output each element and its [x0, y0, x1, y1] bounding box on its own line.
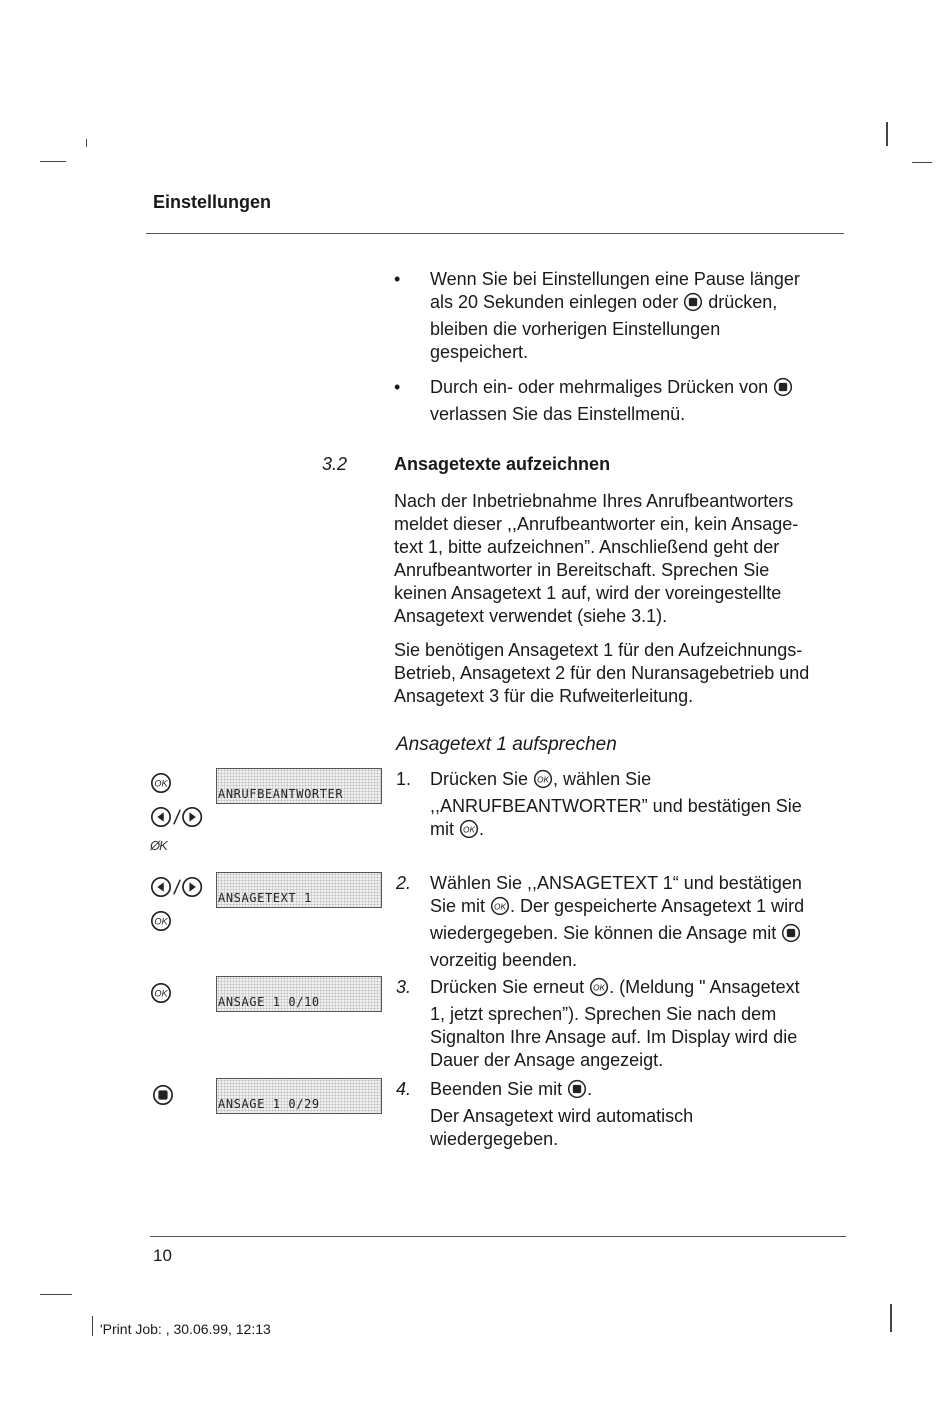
- text-line: 1, jetzt sprechen”). Sprechen Sie nach dem: [430, 1004, 777, 1024]
- text-line: Wählen Sie ,,ANSAGETEXT 1“ und bestätigen: [430, 873, 802, 893]
- crop-mark: [886, 122, 888, 146]
- ok-key-faint-icon: ØK: [150, 838, 167, 853]
- stop-key-icon: [781, 923, 801, 949]
- svg-text:OK: OK: [154, 916, 168, 927]
- lcd-display: ANRUFBEANTWORTER: [216, 768, 382, 804]
- text-line: Nach der Inbetriebnahme Ihres Anrufbeantworters: [394, 491, 794, 511]
- text-line: Sie mit OK . Der gespeicherte Ansagetext 1 wird: [430, 895, 836, 922]
- stop-key-icon: [683, 292, 703, 318]
- section-number: 3.2: [322, 454, 348, 474]
- bullet-text: [430, 376, 842, 426]
- page-header: Einstellungen: [153, 192, 272, 212]
- requirements-paragraph: [394, 639, 842, 708]
- text-line: Ansagetext 3 für die Rufweiterleitung.: [394, 686, 694, 706]
- text-line: Signalton Ihre Ansage auf. Im Display wird die: [430, 1027, 798, 1047]
- text-line: vorzeitig beenden.: [430, 950, 578, 970]
- text-line: gespeichert.: [430, 342, 529, 362]
- bullet-item: • Wenn Sie bei Einstellungen eine Pause länger als 20 Sekunden einlegen oder drücken, bleiben die vorherigen Einstellungen gespeichert.: [392, 268, 842, 364]
- text-line: Wenn Sie bei Einstellungen eine Pause länger: [430, 269, 800, 289]
- svg-text:OK: OK: [154, 778, 168, 789]
- page-number: 10: [153, 1246, 172, 1265]
- bullet-item: • Durch ein- oder mehrmaliges Drücken von verlassen Sie das Einstellmenü.: [392, 376, 842, 426]
- subheading: Ansagetext 1 aufsprechen: [396, 734, 617, 755]
- text-line: text 1, bitte aufzeichnen”. Anschließend geht der: [394, 537, 780, 557]
- text-line: Ansagetext verwendet (siehe 3.1).: [394, 606, 668, 626]
- text-line: Sie benötigen Ansagetext 1 für den Aufzeichnungs-: [394, 640, 803, 660]
- step-item: [396, 768, 836, 845]
- text-line: wiedergegeben. Sie können die Ansage mit: [430, 922, 836, 949]
- text-line: Durch ein- oder mehrmaliges Drücken von: [430, 376, 842, 403]
- text-line: mit OK .: [430, 818, 836, 845]
- step-item: [396, 976, 836, 1072]
- stop-key-icon: [773, 377, 793, 403]
- step-number: 4.: [396, 1079, 412, 1099]
- ok-key-icon: [150, 910, 172, 937]
- step-number: 2.: [396, 873, 412, 893]
- ok-key-icon: [150, 772, 172, 799]
- footer-rule: [150, 1236, 846, 1237]
- lcd-display: ANSAGE 1 0/10: [216, 976, 382, 1012]
- step-item: [396, 1078, 836, 1151]
- step-item: [396, 872, 836, 972]
- bullet-text: [430, 268, 842, 364]
- ok-key-icon: [589, 977, 609, 1003]
- text-line: Dauer der Ansage angezeigt.: [430, 1050, 664, 1070]
- text-line: keinen Ansagetext 1 auf, wird der voreingestellte: [394, 583, 782, 603]
- step-number: 3.: [396, 977, 412, 997]
- bullet-list: [392, 268, 842, 438]
- section-title: Ansagetexte aufzeichnen: [394, 454, 611, 474]
- lcd-display: ANSAGETEXT 1: [216, 872, 382, 908]
- text-line: Anrufbeantworter in Bereitschaft. Sprechen Sie: [394, 560, 770, 580]
- svg-text:OK: OK: [537, 774, 550, 785]
- text-line: meldet dieser ,,Anrufbeantworter ein, kein Ansage-: [394, 514, 799, 534]
- step-text: [430, 1078, 836, 1151]
- text-line: ,,ANRUFBEANTWORTER” und bestätigen Sie: [430, 796, 802, 816]
- print-job-footer: 'Print Job: , 30.06.99, 12:13: [100, 1321, 271, 1337]
- text-line: wiedergegeben.: [430, 1129, 559, 1149]
- text-line: Drücken Sie erneut OK . (Meldung " Ansagetext: [430, 976, 836, 1003]
- step-text: [430, 872, 836, 972]
- svg-text:OK: OK: [593, 982, 606, 993]
- text-line: Beenden Sie mit .: [430, 1078, 836, 1105]
- ok-key-icon: [459, 819, 479, 845]
- text-line: bleiben die vorherigen Einstellungen: [430, 319, 721, 339]
- crop-mark: [912, 162, 932, 163]
- crop-mark: [92, 1316, 93, 1336]
- text-line: als 20 Sekunden einlegen oder drücken,: [430, 291, 842, 318]
- intro-paragraph: [394, 490, 842, 628]
- step-number: 1.: [396, 769, 412, 789]
- ok-key-icon: [490, 896, 510, 922]
- svg-text:OK: OK: [493, 901, 507, 912]
- text-line: Der Ansagetext wird automatisch: [430, 1106, 694, 1126]
- crop-mark: [86, 139, 87, 147]
- crop-mark: [890, 1304, 892, 1332]
- crop-mark: [40, 161, 66, 162]
- svg-text:OK: OK: [462, 824, 476, 835]
- ok-key-icon: [150, 982, 172, 1009]
- left-right-keys-icon: [150, 806, 205, 833]
- step-text: [430, 976, 836, 1072]
- crop-mark: [40, 1294, 72, 1295]
- ok-key-icon: [533, 769, 553, 795]
- stop-key-icon: [152, 1084, 174, 1111]
- text-line: Betrieb, Ansagetext 2 für den Nuransagebetrieb und: [394, 663, 810, 683]
- step-text: [430, 768, 836, 845]
- header-rule: [146, 233, 844, 234]
- text-line: verlassen Sie das Einstellmenü.: [430, 404, 686, 424]
- stop-key-icon: [567, 1079, 587, 1105]
- svg-text:OK: OK: [154, 988, 168, 999]
- lcd-display: ANSAGE 1 0/29: [216, 1078, 382, 1114]
- left-right-keys-icon: [150, 876, 205, 903]
- text-line: Drücken Sie OK , wählen Sie: [430, 768, 836, 795]
